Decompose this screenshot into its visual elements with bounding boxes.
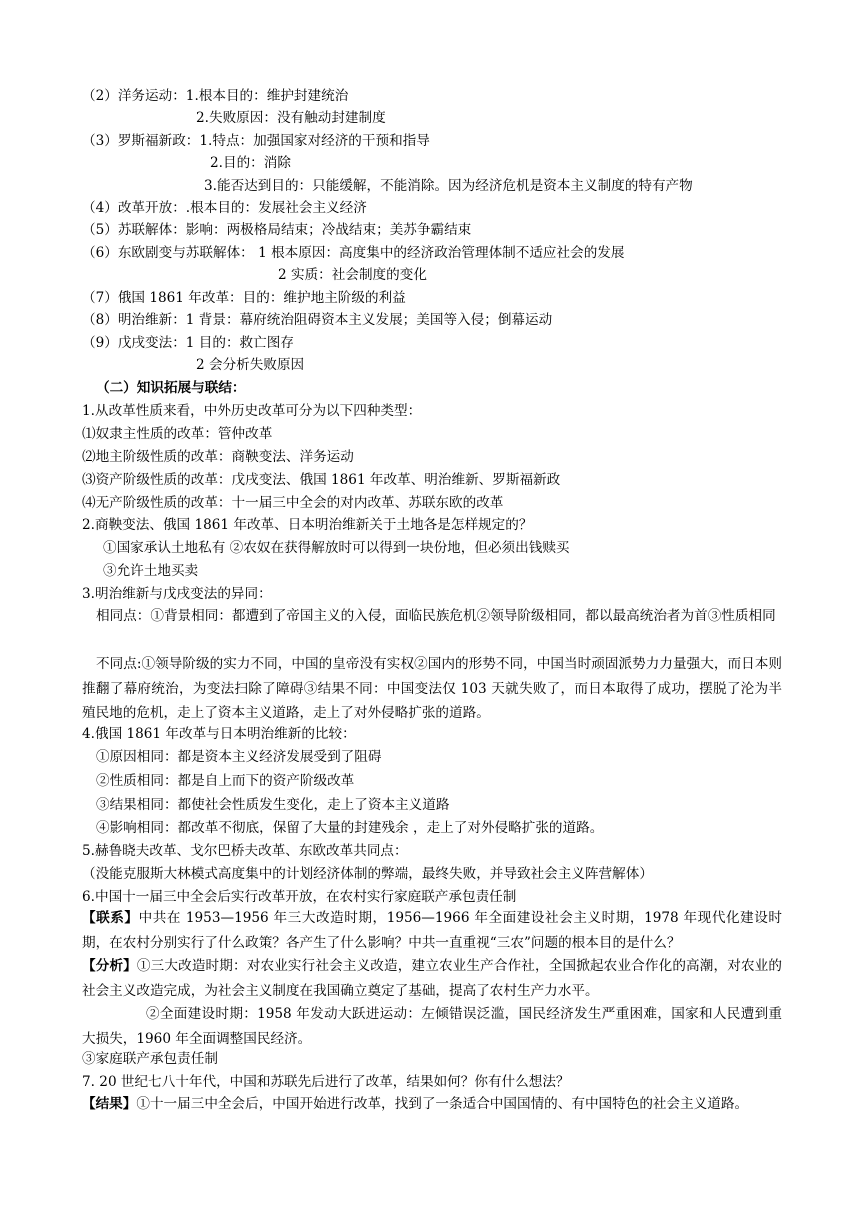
- jieguo-tag: 【结果】: [82, 1096, 137, 1112]
- jieguo-text: ①十一届三中全会后，中国开始进行改革，找到了一条适合中国国情的、有中国特色的社会主义道路。: [136, 1096, 749, 1112]
- item-4-reform-opening: （4）改革开放：.根本目的：发展社会主义经济: [82, 200, 367, 216]
- q4-item: ①原因相同：都是资本主义经济发展受到了阻碍: [96, 749, 382, 765]
- q1-item: ⑴奴隶主性质的改革：管仲改革: [82, 426, 273, 442]
- item-6-sub-2: 2 实质：社会制度的变化: [278, 267, 427, 283]
- q1-item: ⑶资产阶级性质的改革：戊戌变法、俄国 1861 年改革、明治维新、罗斯福新政: [82, 472, 561, 488]
- item-6-east-europe: （6）东欧剧变与苏联解体： 1 根本原因：高度集中的经济政治管理体制不适应社会的发展: [82, 245, 625, 261]
- q6-line-3: ③家庭联产承包责任制: [82, 1051, 218, 1067]
- q7-title: 7. 20 世纪七八十年代，中国和苏联先后进行了改革，结果如何？你有什么想法？: [82, 1074, 570, 1090]
- q3-diff: 不同点:①领导阶级的实力不同，中国的皇帝没有实权②国内的形势不同，中国当时顽固派势力力量强大，而日本则推翻了幕府统治，为变法扫除了障碍③结果不同：中国变法仅 103 天就失败了，而日本取得了成功，摆脱了沦为半殖民地的危机，走上了资本主义道路，走上了对外侵略扩张的道路。: [82, 656, 782, 721]
- item-3-sub-3: 3.能否达到目的：只能缓解，不能消除。因为经济危机是资本主义制度的特有产物: [204, 178, 693, 194]
- q5-title: 5.赫鲁晓夫改革、戈尔巴桥夫改革、东欧改革共同点：: [82, 843, 408, 859]
- q4-item: ③结果相同：都使社会性质发生变化，走上了资本主义道路: [96, 797, 450, 813]
- item-2-yangwu: （2）洋务运动：1.根本目的：维护封建统治: [82, 88, 349, 104]
- q2-line-2: ③允许土地买卖: [103, 563, 199, 579]
- q6-line-2: ②全面建设时期：1958 年发动大跃进运动：左倾错误泛滥，国民经济发生严重困难，国家和人民遭到重大损失，1960 年全面调整国民经济。: [82, 1006, 782, 1047]
- q4-item: ④影响相同：都改革不彻底，保留了大量的封建残余 ，走上了对外侵略扩张的道路。: [96, 820, 604, 836]
- lianxi-tag: 【联系】: [82, 910, 139, 926]
- item-9-sub-2: 2 会分析失败原因: [196, 357, 305, 373]
- item-8-meiji: （8）明治维新：1 背景：幕府统治阻碍资本主义发展；美国等入侵；倒幕运动: [82, 312, 553, 328]
- item-9-wuxu: （9）戊戌变法：1 目的：救亡图存: [82, 335, 294, 351]
- q5-line-1: （没能克服斯大林模式高度集中的计划经济体制的弊端，最终失败，并导致社会主义阵营解体）: [82, 866, 653, 882]
- q4-title: 4.俄国 1861 年改革与日本明治维新的比较：: [82, 726, 356, 742]
- q3-same: 相同点：①背景相同：都遭到了帝国主义的入侵，面临民族危机②领导阶级相同，都以最高统治者为首③性质相同: [96, 608, 776, 624]
- q1-item: ⑵地主阶级性质的改革：商鞅变法、洋务运动: [82, 449, 354, 465]
- q2-line-1: ①国家承认土地私有 ②农奴在获得解放时可以得到一块份地，但必须出钱赎买: [103, 540, 570, 556]
- q2-title: 2.商鞅变法、俄国 1861 年改革、日本明治维新关于土地各是怎样规定的？: [82, 517, 533, 533]
- item-3-sub-2: 2.目的：消除: [210, 155, 291, 171]
- q6-fenxi: [82, 954, 782, 1003]
- item-5-soviet-collapse: （5）苏联解体：影响：两极格局结束；冷战结束；美苏争霸结束: [82, 222, 472, 238]
- q1-item: ⑷无产阶级性质的改革：十一届三中全会的对内改革、苏联东欧的改革: [82, 495, 504, 511]
- q6-title: 6.中国十一届三中全会后实行改革开放，在农村实行家庭联产承包责任制: [82, 889, 517, 905]
- section-heading: （二）知识拓展与联结：: [96, 380, 246, 396]
- item-7-russia-1861: （7）俄国 1861 年改革：目的：维护地主阶级的利益: [82, 290, 406, 306]
- fenxi-text: ①三大改造时期：对农业实行社会主义改造，建立农业生产合作社，全国掀起农业合作化的高潮，对农业的社会主义改造完成，为社会主义制度在我国确立奠定了基础，提高了农村生产力水平。: [82, 958, 783, 999]
- q3-title: 3.明治维新与戊戌变法的异同：: [82, 586, 272, 602]
- q1-title: 1.从改革性质来看，中外历史改革可分为以下四种类型：: [82, 403, 422, 419]
- item-2-sub-2: 2.失败原因：没有触动封建制度: [196, 110, 386, 126]
- item-3-roosevelt: （3）罗斯福新政：1.特点：加强国家对经济的干预和指导: [82, 133, 430, 149]
- fenxi-tag: 【分析】: [82, 958, 137, 974]
- lianxi-text: 中共在 1953—1956 年三大改造时期，1956—1966 年全面建设社会主义时期，1978 年现代化建设时期，在农村分别实行了什么政策？各产生了什么影响？中共一直重视“三农”问题的根本目的是什么？: [82, 910, 782, 951]
- q7-jieguo: [82, 1092, 782, 1117]
- q6-lianxi: [82, 906, 782, 955]
- q4-item: ②性质相同：都是自上而下的资产阶级改革: [96, 773, 355, 789]
